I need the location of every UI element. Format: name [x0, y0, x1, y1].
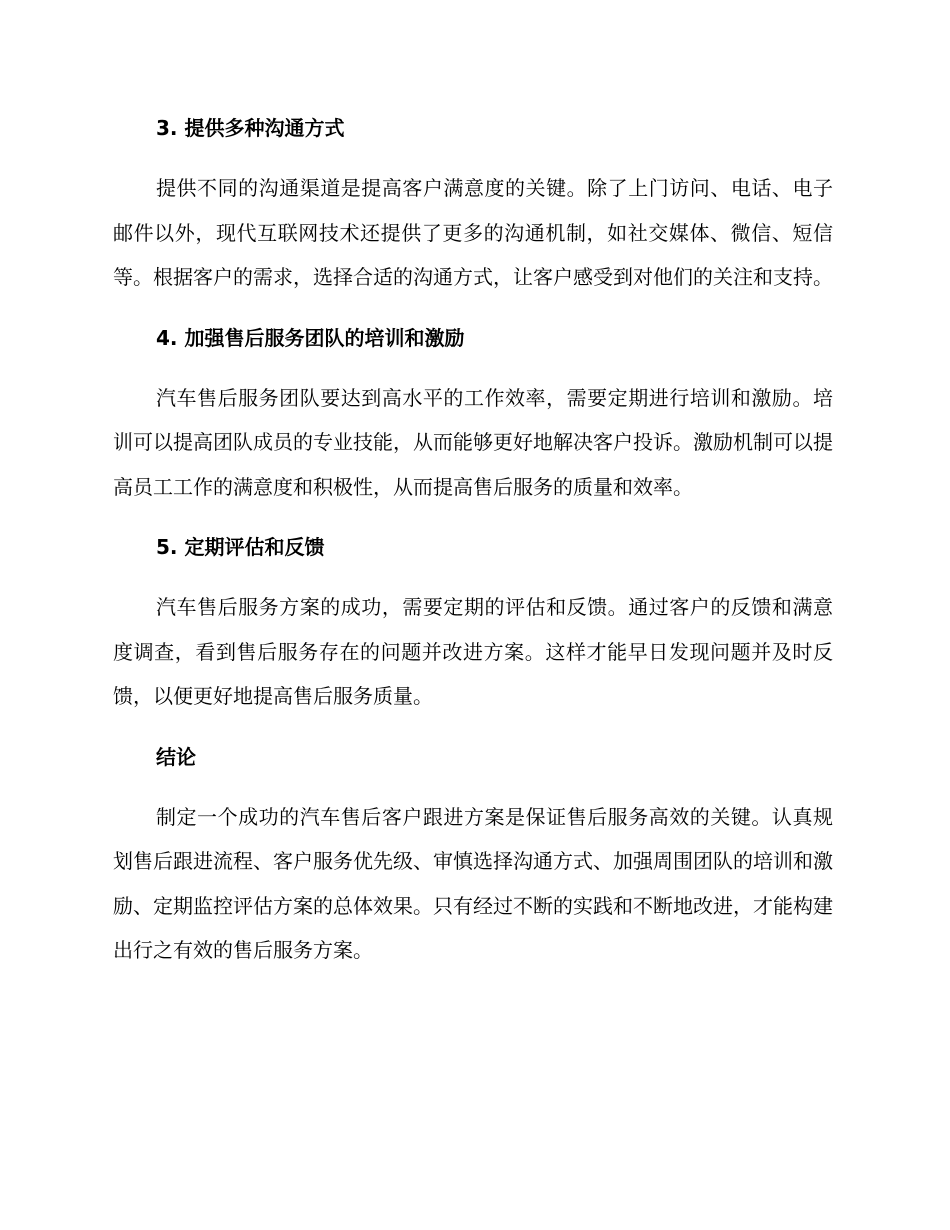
- section-body-team-training: 汽车售后服务团队要达到高水平的工作效率，需要定期进行培训和激励。培训可以提高团队成员的专业技能，从而能够更好地解决客户投诉。激励机制可以提高员工工作的满意度和积极性，从而提高售后服务的质量和效率。: [113, 385, 833, 499]
- section-body-evaluation: 汽车售后服务方案的成功，需要定期的评估和反馈。通过客户的反馈和满意度调查，看到售后服务存在的问题并改进方案。这样才能早日发现问题并及时反馈，以便更好地提高售后服务质量。: [113, 595, 833, 708]
- section-body-conclusion: 制定一个成功的汽车售后客户跟进方案是保证售后服务高效的关键。认真规划售后跟进流程、客户服务优先级、审慎选择沟通方式、加强周围团队的培训和激励、定期监控评估方案的总体效果。只有经过不断的实践和不断地改进，才能构建出行之有效的售后服务方案。: [113, 804, 833, 962]
- document-content: [113, 106, 833, 989]
- section-body-communication: 提供不同的沟通渠道是提高客户满意度的关键。除了上门访问、电话、电子邮件以外，现代互联网技术还提供了更多的沟通机制，如社交媒体、微信、短信等。根据客户的需求，选择合适的沟通方式，让客户感受到对他们的关注和支持。: [113, 176, 833, 289]
- section-heading-evaluation: 5. 定期评估和反馈: [156, 535, 325, 559]
- section-heading-conclusion: 结论: [156, 744, 196, 769]
- section-heading-communication: 3. 提供多种沟通方式: [156, 116, 345, 140]
- section-heading-team-training: 4. 加强售后服务团队的培训和激励: [156, 325, 465, 350]
